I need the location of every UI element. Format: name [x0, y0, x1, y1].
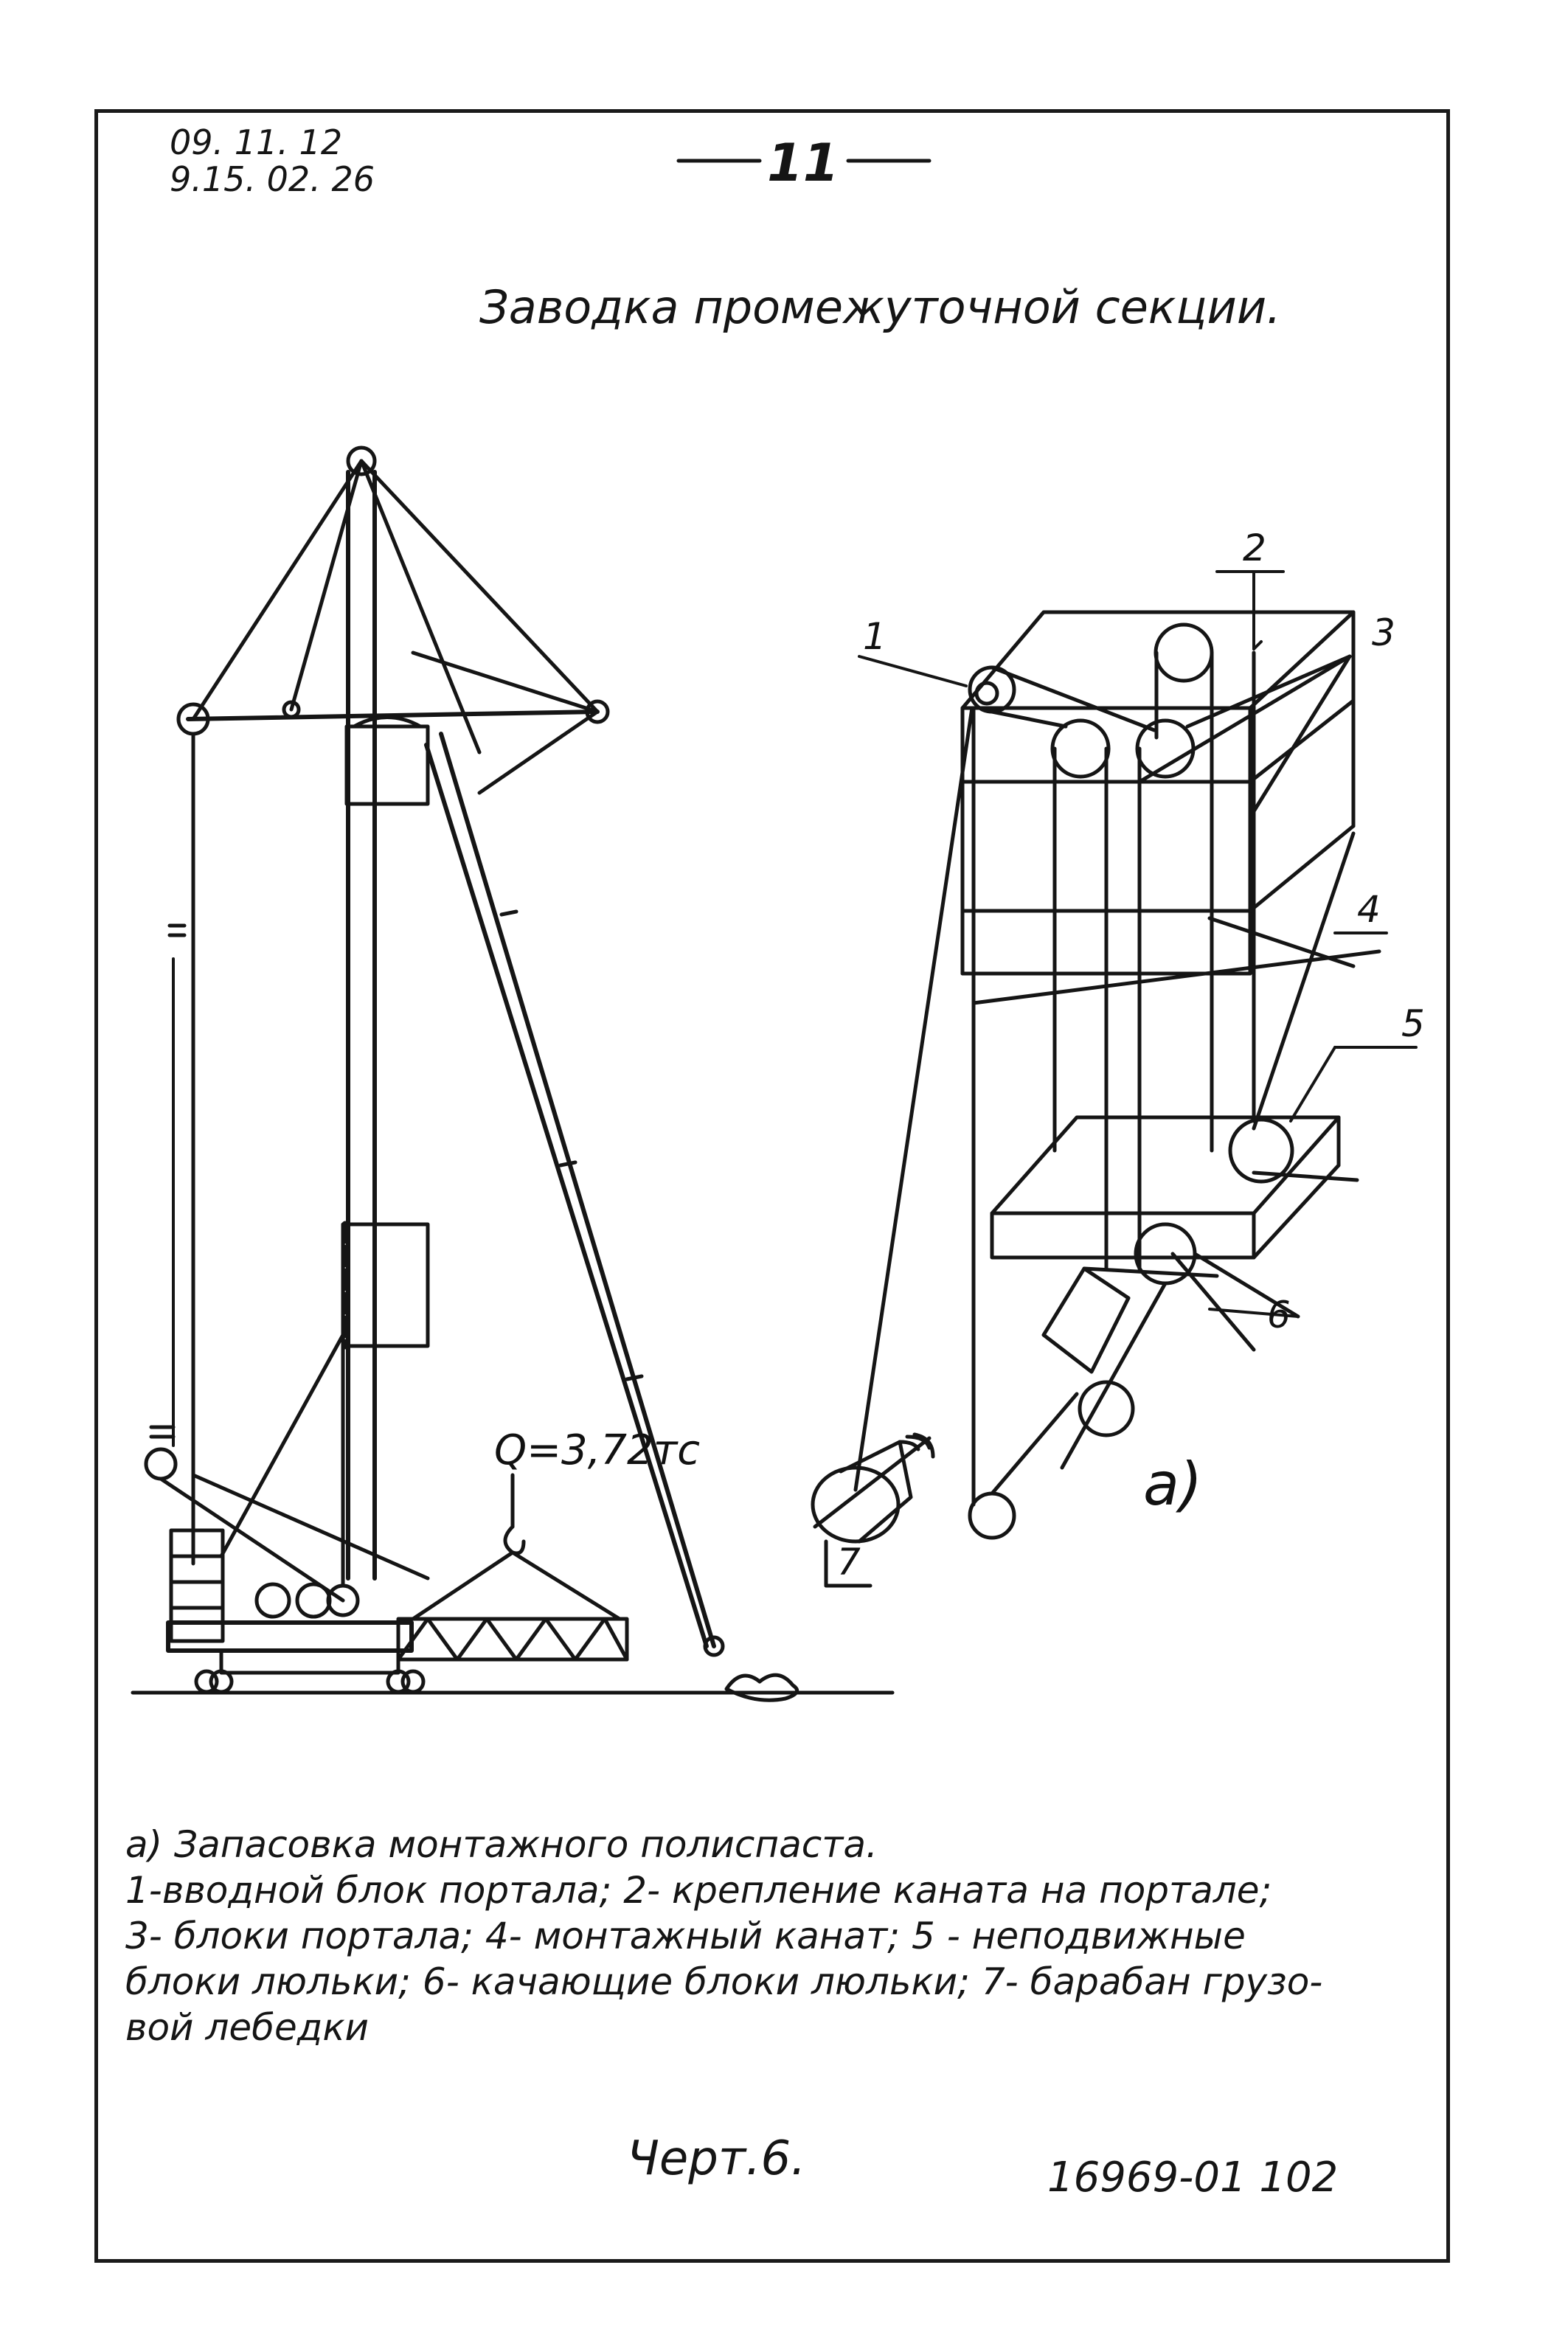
drawing-title: Заводка промежуточной секции.	[479, 280, 1281, 334]
page-number: 11	[767, 133, 839, 193]
load-hook	[505, 1527, 524, 1553]
legend-line: блоки люльки; 6- качающие блоки люльки; 7- барабан грузо-	[125, 1960, 1323, 2003]
mast-head-block	[347, 726, 428, 804]
callout-4: 4	[1357, 888, 1381, 931]
callout-1: 1	[863, 615, 887, 658]
reeving-diagram	[813, 612, 1379, 1586]
cab	[343, 1224, 428, 1346]
callout-7: 7	[837, 1541, 861, 1583]
load-label: Q=3,72тс	[494, 1426, 701, 1474]
callout-5: 5	[1401, 1002, 1425, 1045]
boom-foot-anchor	[726, 1675, 797, 1700]
legend-line: 1-вводной блок портала; 2- крепление каната на портале;	[125, 1869, 1272, 1912]
sheet-label: Черт.6.	[627, 2131, 806, 2186]
view-label: а)	[1143, 1450, 1203, 1519]
crane-platform	[168, 1623, 412, 1651]
header-code-line-2: 9.15. 02. 26	[170, 159, 375, 199]
callout-2: 2	[1243, 527, 1266, 569]
legend-line: 3- блоки портала; 4- монтажный канат; 5 - неподвижные	[125, 1915, 1246, 1957]
legend-line: а) Запасовка монтажного полиспаста.	[125, 1823, 878, 1866]
callout-6: 6	[1267, 1294, 1291, 1336]
header-code-line-1: 09. 11. 12	[170, 122, 343, 162]
boom-lower	[426, 745, 707, 1646]
document-number: 16969-01 102	[1047, 2154, 1339, 2202]
crane-drawing	[133, 448, 892, 1700]
legend-line: вой лебедки	[125, 2006, 370, 2049]
boom-upper	[441, 734, 714, 1646]
callout-3: 3	[1372, 611, 1395, 654]
